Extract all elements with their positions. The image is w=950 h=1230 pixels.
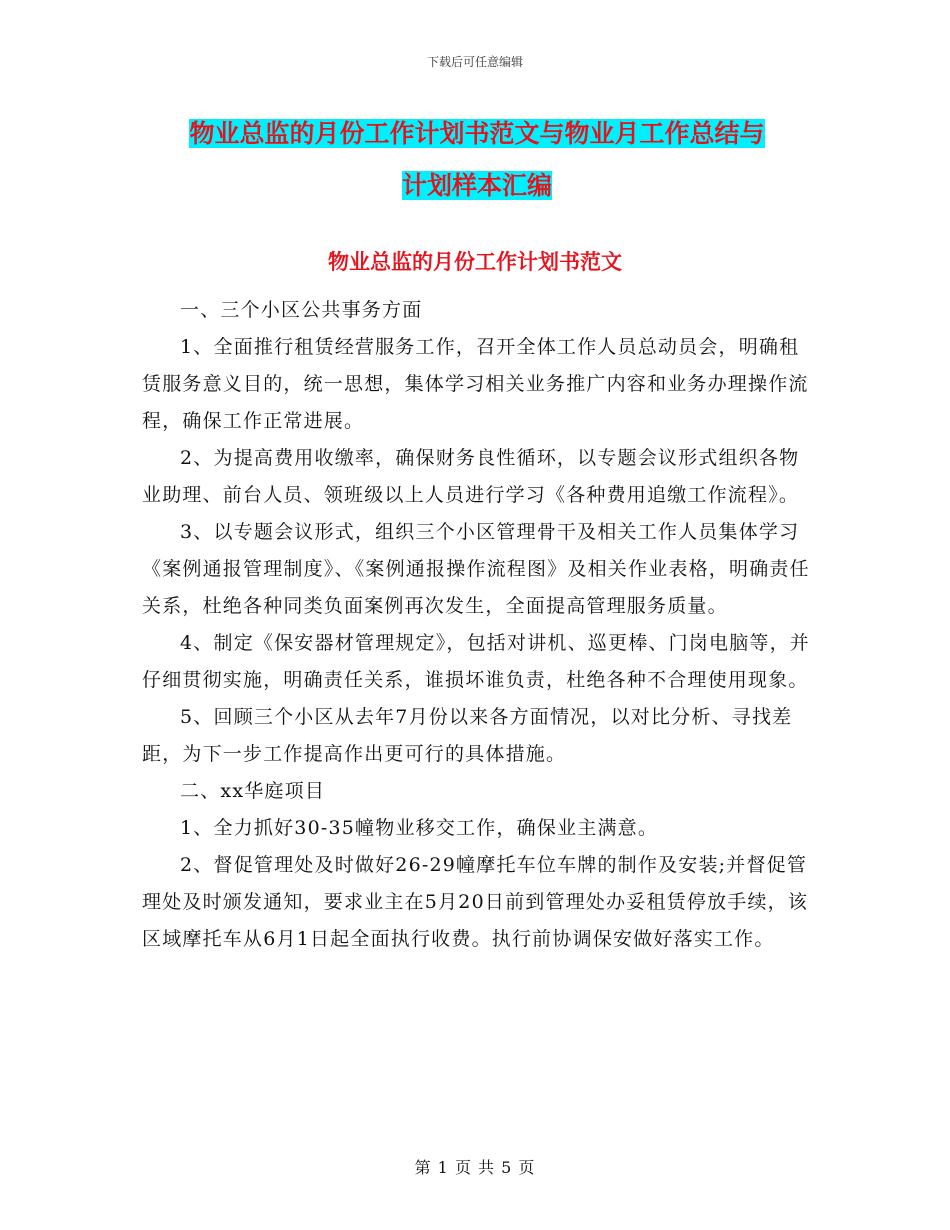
paragraph: 4、制定《保安器材管理规定》，包括对讲机、巡更棒、门岗电脑等，并仔细贯彻实施，明确责任关系，谁损坏谁负责，杜绝各种不合理使用现象。 [142, 632, 810, 691]
paragraph: 2、为提高费用收缴率，确保财务良性循环，以专题会议形式组织各物业助理、前台人员、领班级以上人员进行学习《各种费用追缴工作流程》。 [142, 447, 800, 506]
title-line-2: 计划样本汇编 [401, 171, 552, 200]
paragraph: 2、督促管理处及时做好26-29幢摩托车位车牌的制作及安装;并督促管理处及时颁发通知，要求业主在5月20日前到管理处办妥租赁停放手续，该区域摩托车从6月1日起全面执行收费。执行前协调保安做好落实工作。 [142, 854, 809, 950]
paragraph: 二、xx华庭项目 [180, 780, 326, 802]
document-body [142, 292, 810, 958]
title-line-1: 物业总监的月份工作计划书范文与物业月工作总结与 [189, 119, 765, 148]
header-note: 下载后可任意编辑 [426, 55, 523, 69]
paragraph: 3、以专题会议形式，组织三个小区管理骨干及相关工作人员集体学习《案例通报管理制度》、《案例通报操作流程图》及相关作业表格，明确责任关系，杜绝各种同类负面案例再次发生，全面提高管理服务质量。 [142, 521, 810, 617]
section-title: 物业总监的月份工作计划书范文 [328, 250, 622, 274]
document-title [142, 108, 812, 212]
paragraph: 5、回顾三个小区从去年7月份以来各方面情况，以对比分析、寻找差距，为下一步工作提高作出更可行的具体措施。 [142, 706, 793, 765]
paragraph: 1、全力抓好30-35幢物业移交工作，确保业主满意。 [180, 817, 659, 839]
paragraph: 1、全面推行租赁经营服务工作，召开全体工作人员总动员会，明确租赁服务意义目的，统一思想，集体学习相关业务推广内容和业务办理操作流程，确保工作正常进展。 [142, 336, 809, 432]
paragraph: 一、三个小区公共事务方面 [180, 299, 423, 321]
page-footer: 第 1 页 共 5 页 [414, 1158, 536, 1177]
